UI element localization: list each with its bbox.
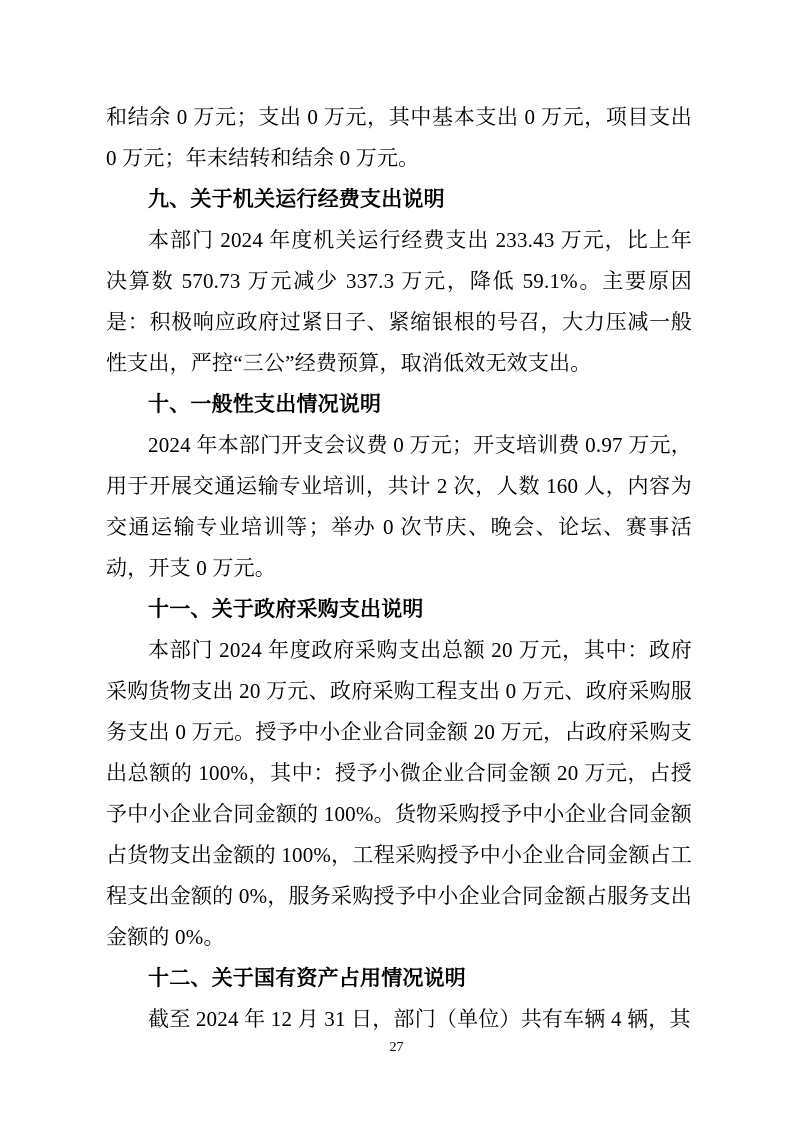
paragraph-general-expenditure: 2024 年本部门开支会议费 0 万元；开支培训费 0.97 万元，用于开展交通运输专业培训，共计 2 次，人数 160 人，内容为交通运输专业培训等；举办 0 次节庆、晚会、论坛、赛事活动，开支 0 万元。 bbox=[106, 433, 692, 580]
section-heading-9-agency-operating-costs: 九、关于机关运行经费支出说明 bbox=[148, 188, 445, 211]
paragraph-agency-operating-costs: 本部门 2024 年度机关运行经费支出 233.43 万元，比上年决算数 570.73 万元减少 337.3 万元，降低 59.1%。主要原因是：积极响应政府过紧日子、紧缩银根的号召，大力压减一般性支出，严控“三公”经费预算，取消低效无效支出。 bbox=[106, 228, 692, 375]
section-heading-12-state-owned-assets: 十二、关于国有资产占用情况说明 bbox=[148, 967, 466, 990]
section-heading-10-general-expenditure: 十、一般性支出情况说明 bbox=[148, 393, 382, 416]
section-heading-11-government-procurement: 十一、关于政府采购支出说明 bbox=[148, 598, 424, 621]
paragraph-state-owned-assets: 截至 2024 年 12 月 31 日，部门（单位）共有车辆 4 辆，其 bbox=[148, 1007, 691, 1031]
page-number: 27 bbox=[389, 1040, 404, 1055]
document-content bbox=[106, 97, 692, 1040]
paragraph-government-procurement: 本部门 2024 年度政府采购支出总额 20 万元，其中：政府采购货物支出 20 万元、政府采购工程支出 0 万元、政府采购服务支出 0 万元。授予中小企业合同金额 20 万元，占政府采购支出总额的 100%，其中：授予小微企业合同金额 20 万元，占授予中小企业合同金额的 100%。货物采购授予中小企业合同金额占货物支出金额的 100%，工程采购授予中小企业合同金额占工程支出金额的 0%，服务采购授予中小企业合同金额占服务支出金额的 0%。 bbox=[106, 638, 692, 949]
paragraph-continuation-yearend-balance: 和结余 0 万元；支出 0 万元，其中基本支出 0 万元，项目支出 0 万元；年末结转和结余 0 万元。 bbox=[106, 105, 692, 170]
